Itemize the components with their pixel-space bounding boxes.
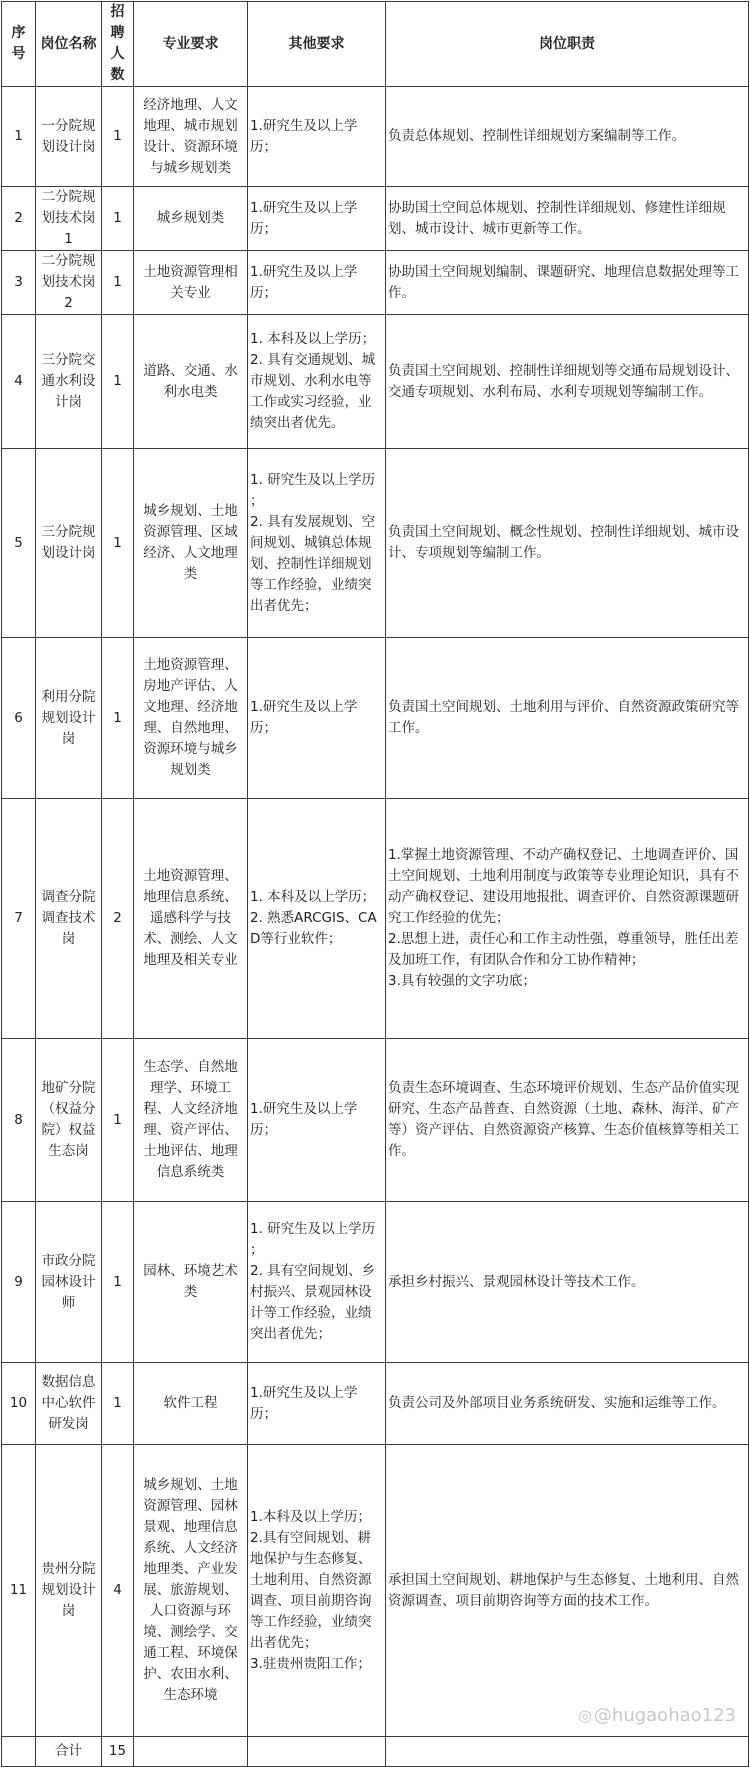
cell-other: 1.研究生及以上学历； xyxy=(248,638,386,799)
cell-count: 1 xyxy=(102,1202,134,1363)
cell-position: 三分院交通水利设计岗 xyxy=(36,315,102,449)
cell-other: 1. 研究生及以上学历 ； 2. 具有发展规划、空间规划、城镇总体规划、控制性详细规划等工作经验，业绩突出者优先； xyxy=(248,449,386,638)
total-row xyxy=(2,1737,749,1767)
cell-other: 1.研究生及以上学历； xyxy=(248,251,386,315)
cell-other: 1. 本科及以上学历； 2. 熟悉ARCGIS、CAD等行业软件； xyxy=(248,799,386,1039)
cell-position: 调查分院调查技术岗 xyxy=(36,799,102,1039)
cell-duty: 负责国土空间规划、概念性规划、控制性详细规划、城市设计、专项规划等编制工作。 xyxy=(386,449,749,638)
cell-position: 二分院规划技术岗1 xyxy=(36,187,102,251)
cell-count: 1 xyxy=(102,1363,134,1445)
table-row xyxy=(2,1202,749,1363)
cell-major: 软件工程 xyxy=(134,1363,248,1445)
cell-duty: 协助国土空间总体规划、控制性详细规划、修建性详细规划、城市设计、城市更新等工作。 xyxy=(386,187,749,251)
cell-duty: 负责国土空间规划、土地利用与评价、自然资源政策研究等工作。 xyxy=(386,638,749,799)
cell-position: 利用分院规划设计岗 xyxy=(36,638,102,799)
cell-duty: 负责公司及外部项目业务系统研发、实施和运维等工作。 xyxy=(386,1363,749,1445)
cell-no: 8 xyxy=(2,1039,36,1202)
header-major: 专业要求 xyxy=(134,2,248,87)
cell-duty: 负责生态环境调查、生态环境评价规划、生态产品价值实现研究、生态产品普查、自然资源（土地、森林、海洋、矿产等）资产评估、自然资源资产核算、生态价值核算等相关工作。 xyxy=(386,1039,749,1202)
header-count: 招聘人数 xyxy=(102,2,134,87)
cell-position: 贵州分院规划设计岗 xyxy=(36,1445,102,1737)
total-empty-cell xyxy=(386,1737,749,1767)
cell-no: 7 xyxy=(2,799,36,1039)
weibo-icon: ◎ xyxy=(577,1706,592,1725)
cell-major: 园林、环境艺术类 xyxy=(134,1202,248,1363)
cell-count: 1 xyxy=(102,251,134,315)
cell-position: 市政分院园林设计师 xyxy=(36,1202,102,1363)
table-row xyxy=(2,1445,749,1737)
header-duty: 岗位职责 xyxy=(386,2,749,87)
cell-major: 城乡规划类 xyxy=(134,187,248,251)
cell-no: 6 xyxy=(2,638,36,799)
table-row xyxy=(2,315,749,449)
cell-count: 1 xyxy=(102,449,134,638)
cell-no: 5 xyxy=(2,449,36,638)
cell-major: 土地资源管理相关专业 xyxy=(134,251,248,315)
table-header-row xyxy=(2,2,749,87)
cell-no: 3 xyxy=(2,251,36,315)
cell-position: 二分院规划技术岗2 xyxy=(36,251,102,315)
cell-major: 土地资源管理、地理信息系统、遥感科学与技术、测绘、人文地理及相关专业 xyxy=(134,799,248,1039)
total-label: 合计 xyxy=(36,1737,102,1767)
cell-major: 土地资源管理、房地产评估、人文地理、经济地理、自然地理、资源环境与城乡规划类 xyxy=(134,638,248,799)
header-no: 序号 xyxy=(2,2,36,87)
cell-major: 道路、交通、水利水电类 xyxy=(134,315,248,449)
cell-count: 4 xyxy=(102,1445,134,1737)
cell-other: 1.研究生及以上学历； xyxy=(248,187,386,251)
watermark xyxy=(578,1705,736,1726)
cell-duty: 1.掌握土地资源管理、不动产确权登记、土地调查评价、国土空间规划、土地利用制度与政策等专业理论知识，具有不动产确权登记、建设用地报批、调查评价、自然资源课题研究工作经验的优先； 2.思想上进，责任心和工作主动性强，尊重领导，胜任出差及加班工作，有团队合作和分工协作精神； 3.具有较强的文字功底； xyxy=(386,799,749,1039)
cell-major: 城乡规划、土地资源管理、园林景观、地理信息系统、人文经济地理类、产业发展、旅游规划、人口资源与环境、测绘学、交通工程、环境保护、农田水利、生态环境 xyxy=(134,1445,248,1737)
cell-duty: 协助国土空间规划编制、课题研究、地理信息数据处理等工作。 xyxy=(386,251,749,315)
cell-other: 1.本科及以上学历； 2.具有空间规划、耕地保护与生态修复、土地利用、自然资源调查、项目前期咨询等工作经验，业绩突出者优先； 3.驻贵州贵阳工作； xyxy=(248,1445,386,1737)
cell-count: 1 xyxy=(102,638,134,799)
cell-duty: 承担乡村振兴、景观园林设计等技术工作。 xyxy=(386,1202,749,1363)
cell-duty: 承担国土空间规划、耕地保护与生态修复、土地利用、自然资源调查、项目前期咨询等方面的技术工作。 xyxy=(386,1445,749,1737)
table-row xyxy=(2,251,749,315)
table-row xyxy=(2,1363,749,1445)
cell-no: 1 xyxy=(2,87,36,187)
cell-position: 三分院规划设计岗 xyxy=(36,449,102,638)
cell-other: 1. 本科及以上学历； 2. 具有交通规划、城市规划、水利水电等工作或实习经验，业绩突出者优先。 xyxy=(248,315,386,449)
cell-other: 1.研究生及以上学历； xyxy=(248,1363,386,1445)
cell-position: 数据信息中心软件研发岗 xyxy=(36,1363,102,1445)
cell-count: 1 xyxy=(102,187,134,251)
cell-count: 1 xyxy=(102,315,134,449)
cell-count: 2 xyxy=(102,799,134,1039)
cell-other: 1.研究生及以上学历； xyxy=(248,1039,386,1202)
recruitment-table xyxy=(1,1,749,1767)
cell-position: 一分院规划设计岗 xyxy=(36,87,102,187)
cell-duty: 负责国土空间规划、控制性详细规划等交通布局规划设计、交通专项规划、水利布局、水利专项规划等编制工作。 xyxy=(386,315,749,449)
cell-no: 9 xyxy=(2,1202,36,1363)
cell-other: 1. 研究生及以上学历 ； 2. 具有空间规划、乡村振兴、景观园林设计等工作经验，业绩突出者优先； xyxy=(248,1202,386,1363)
table-row xyxy=(2,449,749,638)
header-other: 其他要求 xyxy=(248,2,386,87)
cell-no: 2 xyxy=(2,187,36,251)
cell-major: 城乡规划、土地资源管理、区域经济、人文地理类 xyxy=(134,449,248,638)
cell-no: 10 xyxy=(2,1363,36,1445)
table-row xyxy=(2,187,749,251)
total-empty-cell xyxy=(134,1737,248,1767)
cell-count: 1 xyxy=(102,87,134,187)
header-position: 岗位名称 xyxy=(36,2,102,87)
cell-no: 11 xyxy=(2,1445,36,1737)
table-row xyxy=(2,87,749,187)
total-empty-cell xyxy=(2,1737,36,1767)
cell-position: 地矿分院（权益分院）权益生态岗 xyxy=(36,1039,102,1202)
cell-major: 生态学、自然地理学、环境工程、人文经济地理、资产评估、土地评估、地理信息系统类 xyxy=(134,1039,248,1202)
watermark-text: @hugaohao123 xyxy=(593,1705,736,1726)
table-row xyxy=(2,1039,749,1202)
total-empty-cell xyxy=(248,1737,386,1767)
cell-count: 1 xyxy=(102,1039,134,1202)
cell-duty: 负责总体规划、控制性详细规划方案编制等工作。 xyxy=(386,87,749,187)
cell-other: 1.研究生及以上学历； xyxy=(248,87,386,187)
cell-major: 经济地理、人文地理、城市规划设计、资源环境与城乡规划类 xyxy=(134,87,248,187)
table-row xyxy=(2,638,749,799)
cell-no: 4 xyxy=(2,315,36,449)
table-row xyxy=(2,799,749,1039)
total-count: 15 xyxy=(102,1737,134,1767)
